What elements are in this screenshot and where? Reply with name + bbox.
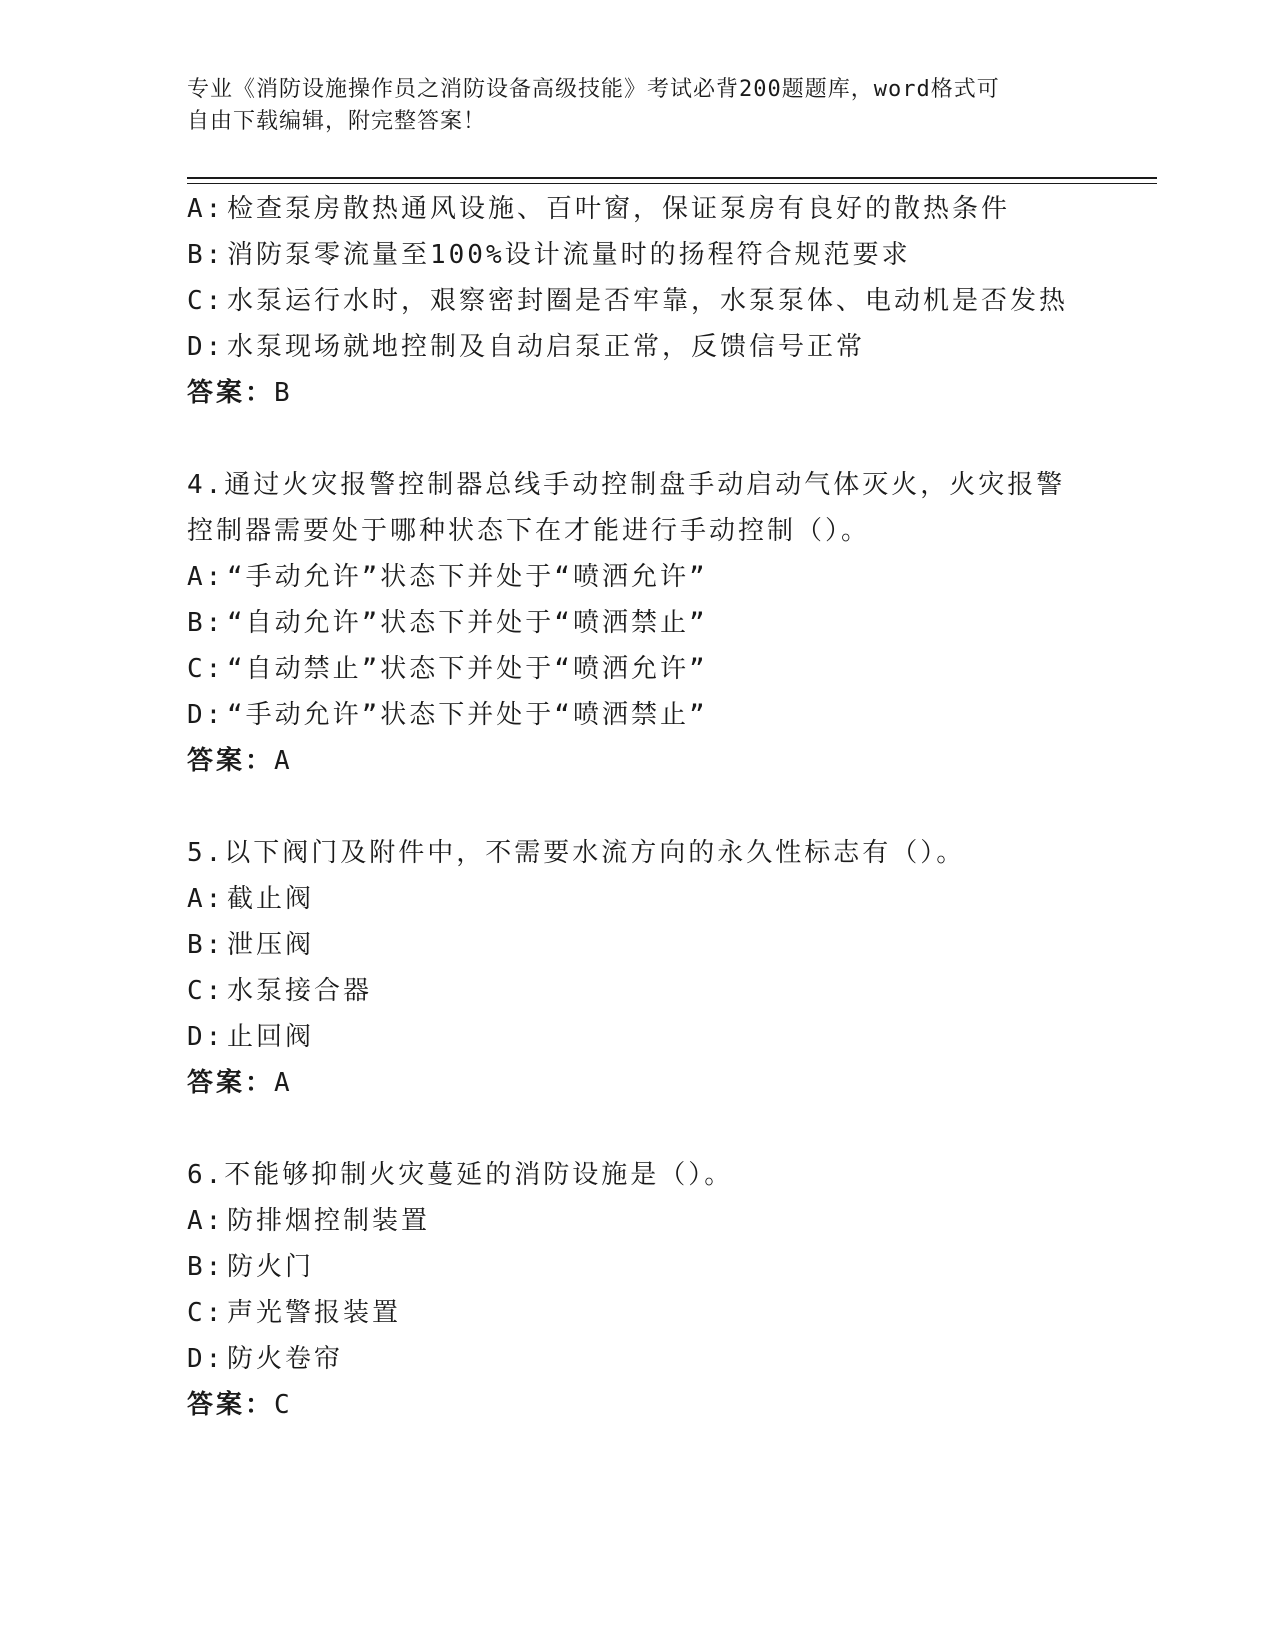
option-a bbox=[187, 554, 1137, 600]
option-a bbox=[187, 186, 1137, 232]
option-text: 检查泵房散热通风设施、百叶窗，保证泵房有良好的散热条件 bbox=[227, 194, 1011, 224]
answer-value: B bbox=[274, 378, 293, 408]
question-3 bbox=[187, 186, 1137, 416]
option-text: 泄压阀 bbox=[227, 930, 315, 960]
answer-line bbox=[187, 738, 1137, 784]
option-letter: A: bbox=[187, 1206, 225, 1236]
option-c bbox=[187, 1290, 1137, 1336]
option-b bbox=[187, 600, 1137, 646]
option-a bbox=[187, 876, 1137, 922]
option-letter: D: bbox=[187, 700, 225, 730]
option-d bbox=[187, 692, 1137, 738]
option-letter: B: bbox=[187, 240, 225, 270]
option-letter: B: bbox=[187, 608, 225, 638]
option-letter: D: bbox=[187, 1022, 225, 1052]
option-text: 水泵接合器 bbox=[227, 976, 373, 1006]
option-letter: A: bbox=[187, 194, 225, 224]
option-b bbox=[187, 922, 1137, 968]
question-stem-continued: 控制器需要处于哪种状态下在才能进行手动控制（）。 bbox=[187, 516, 871, 546]
option-text: “自动允许”状态下并处于“喷洒禁止” bbox=[227, 608, 708, 638]
option-letter: C: bbox=[187, 286, 225, 316]
question-stem: 4.通过火灾报警控制器总线手动控制盘手动启动气体灭火，火灾报警 bbox=[187, 470, 1066, 500]
option-text: “手动允许”状态下并处于“喷洒禁止” bbox=[227, 700, 708, 730]
option-c bbox=[187, 646, 1137, 692]
header-divider-thick bbox=[187, 177, 1157, 179]
answer-label: 答案： bbox=[187, 1068, 275, 1098]
question-5 bbox=[187, 830, 1137, 1106]
option-text: 水泵运行水时，艰察密封圈是否牢靠，水泵泵体、电动机是否发热 bbox=[227, 286, 1069, 316]
option-b bbox=[187, 1244, 1137, 1290]
option-text: 防火卷帘 bbox=[227, 1344, 344, 1374]
option-c bbox=[187, 278, 1137, 324]
option-text: “自动禁止”状态下并处于“喷洒允许” bbox=[227, 654, 708, 684]
answer-label: 答案： bbox=[187, 1390, 275, 1420]
question-4 bbox=[187, 462, 1137, 784]
question-stem: 5.以下阀门及附件中，不需要水流方向的永久性标志有（）。 bbox=[187, 838, 966, 868]
option-text: 止回阀 bbox=[227, 1022, 315, 1052]
header-line-2: 自由下载编辑，附完整答案！ bbox=[187, 109, 487, 134]
answer-line bbox=[187, 1382, 1137, 1428]
option-text: 消防泵零流量至100%设计流量时的扬程符合规范要求 bbox=[227, 240, 911, 270]
option-d bbox=[187, 1336, 1137, 1382]
header-line-1: 专业《消防设施操作员之消防设备高级技能》考试必背200题题库，word格式可 bbox=[187, 77, 1000, 102]
option-letter: C: bbox=[187, 1298, 225, 1328]
option-text: 声光警报装置 bbox=[227, 1298, 402, 1328]
option-text: 截止阀 bbox=[227, 884, 315, 914]
option-text: 防火门 bbox=[227, 1252, 315, 1282]
answer-value: A bbox=[274, 746, 293, 776]
option-d bbox=[187, 324, 1137, 370]
answer-value: C bbox=[274, 1390, 293, 1420]
option-text: 防排烟控制装置 bbox=[227, 1206, 431, 1236]
option-letter: D: bbox=[187, 332, 225, 362]
option-letter: A: bbox=[187, 884, 225, 914]
option-a bbox=[187, 1198, 1137, 1244]
option-letter: A: bbox=[187, 562, 225, 592]
option-letter: D: bbox=[187, 1344, 225, 1374]
answer-label: 答案： bbox=[187, 378, 275, 408]
option-letter: C: bbox=[187, 654, 225, 684]
option-text: “手动允许”状态下并处于“喷洒允许” bbox=[227, 562, 708, 592]
answer-label: 答案： bbox=[187, 746, 275, 776]
question-content bbox=[187, 186, 1137, 1428]
option-letter: C: bbox=[187, 976, 225, 1006]
answer-value: A bbox=[274, 1068, 293, 1098]
option-letter: B: bbox=[187, 1252, 225, 1282]
option-b bbox=[187, 232, 1137, 278]
option-c bbox=[187, 968, 1137, 1014]
document-header bbox=[187, 74, 1087, 138]
header-divider-thin bbox=[187, 183, 1157, 184]
answer-line bbox=[187, 370, 1137, 416]
option-letter: B: bbox=[187, 930, 225, 960]
question-stem: 6.不能够抑制火灾蔓延的消防设施是（）。 bbox=[187, 1160, 734, 1190]
answer-line bbox=[187, 1060, 1137, 1106]
option-d bbox=[187, 1014, 1137, 1060]
question-6 bbox=[187, 1152, 1137, 1428]
option-text: 水泵现场就地控制及自动启泵正常，反馈信号正常 bbox=[227, 332, 866, 362]
